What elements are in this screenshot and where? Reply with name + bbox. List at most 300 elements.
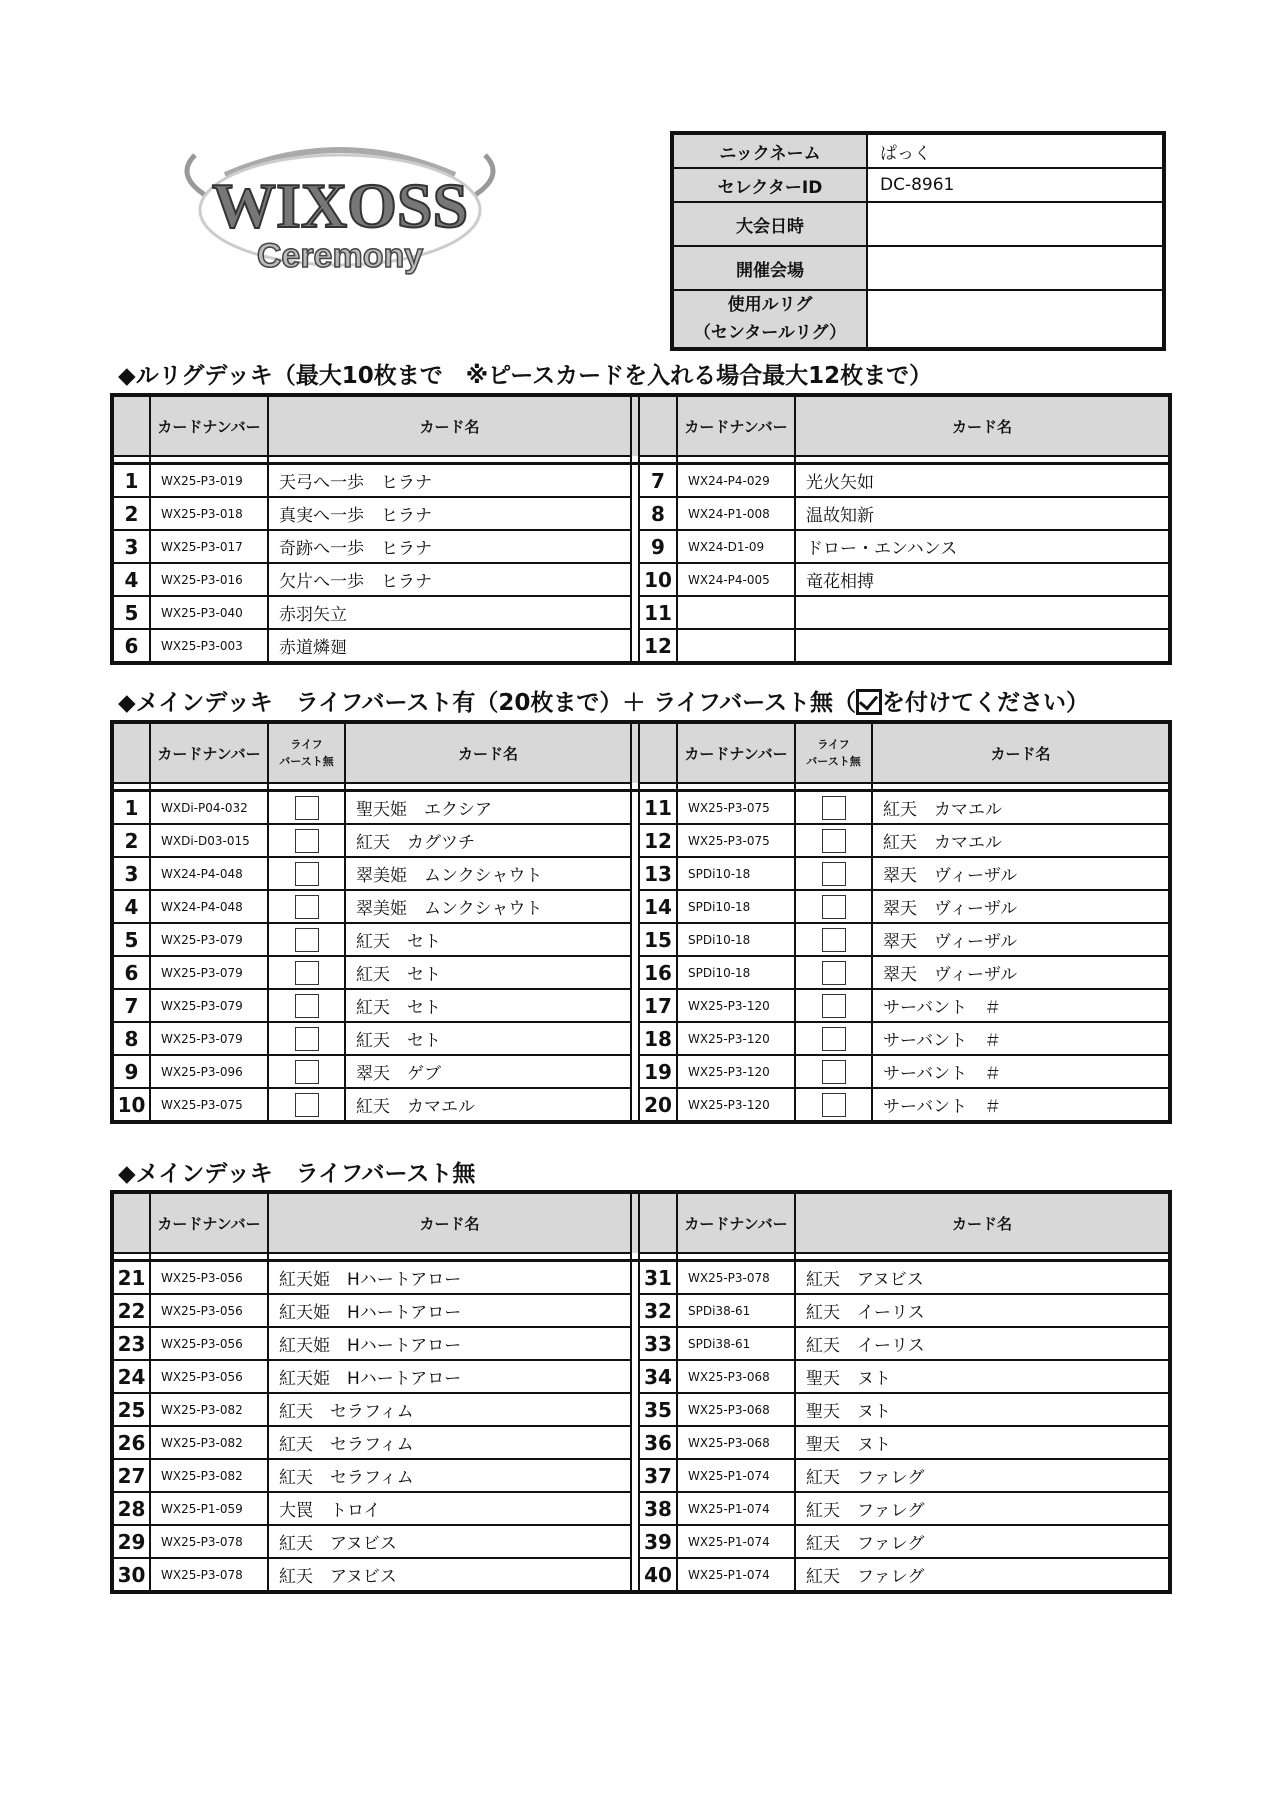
- card-number-cell[interactable]: WX25-P3-017: [150, 530, 268, 563]
- card-name-cell[interactable]: 翠天 ヴィーザル: [872, 857, 1170, 890]
- info-row: [672, 168, 1164, 202]
- selector-id-label: セレクターID: [672, 168, 867, 202]
- card-number-cell[interactable]: WX25-P3-120: [677, 1055, 795, 1088]
- card-name-cell[interactable]: [795, 596, 1170, 629]
- card-number-cell[interactable]: WX25-P3-068: [677, 1360, 795, 1393]
- card-name-cell[interactable]: 紅天姫 Hハートアロー: [268, 1294, 631, 1327]
- lifeburst-checkbox-cell[interactable]: [795, 890, 872, 923]
- row-number: 31: [639, 1261, 677, 1295]
- row-number: 2: [112, 824, 150, 857]
- lifeburst-checkbox-cell[interactable]: [268, 956, 345, 989]
- lifeburst-checkbox-cell[interactable]: [268, 1088, 345, 1122]
- header-lb-line2: バースト無: [806, 755, 861, 768]
- table-row: [112, 1327, 1170, 1360]
- column-separator: [631, 890, 639, 923]
- card-number-cell[interactable]: WX25-P3-079: [150, 1022, 268, 1055]
- card-number-cell[interactable]: WX25-P3-068: [677, 1426, 795, 1459]
- info-row: [672, 290, 1164, 349]
- header-name: カード名: [795, 395, 1170, 456]
- card-name-cell[interactable]: 赤道燐廻: [268, 629, 631, 663]
- card-name-cell[interactable]: 聖天 ヌト: [795, 1426, 1170, 1459]
- table-row: [112, 923, 1170, 956]
- card-name-cell[interactable]: 紅天 セラフィム: [268, 1426, 631, 1459]
- card-name-cell[interactable]: 聖天 ヌト: [795, 1393, 1170, 1426]
- header-code: カードナンバー: [150, 395, 268, 456]
- header-name: カード名: [872, 722, 1170, 783]
- card-number-cell[interactable]: WX24-P4-005: [677, 563, 795, 596]
- row-number: 27: [112, 1459, 150, 1492]
- table-row: [112, 1360, 1170, 1393]
- card-number-cell[interactable]: WXDi-P04-032: [150, 791, 268, 825]
- card-number-cell[interactable]: SPDi10-18: [677, 923, 795, 956]
- lifeburst-checkbox[interactable]: [822, 895, 846, 919]
- card-name-cell[interactable]: 紅天 カマエル: [872, 824, 1170, 857]
- lifeburst-checkbox-cell[interactable]: [795, 857, 872, 890]
- table-row: [112, 1426, 1170, 1459]
- column-separator: [631, 1327, 639, 1360]
- header-gap: [112, 783, 1170, 791]
- card-name-cell[interactable]: 紅天 ファレグ: [795, 1525, 1170, 1558]
- card-name-cell[interactable]: 奇跡へ一歩 ヒラナ: [268, 530, 631, 563]
- table-row: [112, 1261, 1170, 1295]
- row-number: 18: [639, 1022, 677, 1055]
- card-name-cell[interactable]: 翠天 ヴィーザル: [872, 956, 1170, 989]
- lifeburst-checkbox-cell[interactable]: [795, 824, 872, 857]
- table-row: [112, 497, 1170, 530]
- lifeburst-checkbox-cell[interactable]: [795, 1055, 872, 1088]
- card-name-cell[interactable]: 天弓へ一歩 ヒラナ: [268, 464, 631, 498]
- card-name-cell[interactable]: 真実へ一歩 ヒラナ: [268, 497, 631, 530]
- row-number: 8: [112, 1022, 150, 1055]
- table-row: [112, 1492, 1170, 1525]
- table-row: [112, 1088, 1170, 1122]
- lifeburst-checkbox[interactable]: [295, 1093, 319, 1117]
- card-name-cell[interactable]: サーバント ＃: [872, 1055, 1170, 1088]
- header-separator: [631, 722, 639, 783]
- card-name-cell[interactable]: 紅天 セト: [345, 1022, 631, 1055]
- row-number: 3: [112, 857, 150, 890]
- row-number: 17: [639, 989, 677, 1022]
- lifeburst-checkbox[interactable]: [822, 1060, 846, 1084]
- svg-text:Ceremony: Ceremony: [256, 237, 424, 275]
- column-separator: [631, 1525, 639, 1558]
- header-num: [112, 722, 150, 783]
- main-deck-nolb-table: [110, 1190, 1172, 1594]
- row-number: 39: [639, 1525, 677, 1558]
- card-number-cell[interactable]: [677, 596, 795, 629]
- lifeburst-checkbox[interactable]: [295, 994, 319, 1018]
- card-name-cell[interactable]: 翠天 ゲブ: [345, 1055, 631, 1088]
- table-row: [112, 596, 1170, 629]
- lrig-label: [672, 290, 867, 349]
- card-number-cell[interactable]: WX25-P3-079: [150, 956, 268, 989]
- row-number: 25: [112, 1393, 150, 1426]
- lrig-deck-title: ◆ルリグデッキ（最大10枚まで ※ピースカードを入れる場合最大12枚まで）: [118, 363, 933, 389]
- card-number-cell[interactable]: WX25-P3-003: [150, 629, 268, 663]
- row-number: 11: [639, 596, 677, 629]
- info-row: [672, 246, 1164, 290]
- card-number-cell[interactable]: WX25-P3-075: [677, 791, 795, 825]
- row-number: 33: [639, 1327, 677, 1360]
- card-name-cell[interactable]: 紅天姫 Hハートアロー: [268, 1360, 631, 1393]
- header-separator: [631, 395, 639, 456]
- lifeburst-checkbox-cell[interactable]: [268, 890, 345, 923]
- card-name-cell[interactable]: 紅天 カマエル: [345, 1088, 631, 1122]
- header-lb-line1: ライフ: [290, 738, 323, 751]
- lifeburst-checkbox[interactable]: [822, 994, 846, 1018]
- column-separator: [631, 1426, 639, 1459]
- header-code: カードナンバー: [150, 1192, 268, 1253]
- row-number: 14: [639, 890, 677, 923]
- card-number-cell[interactable]: WX25-P3-056: [150, 1261, 268, 1295]
- row-number: 23: [112, 1327, 150, 1360]
- card-number-cell[interactable]: WX25-P3-078: [677, 1261, 795, 1295]
- row-number: 38: [639, 1492, 677, 1525]
- card-number-cell[interactable]: WX25-P3-120: [677, 1088, 795, 1122]
- card-name-cell[interactable]: 紅天 イーリス: [795, 1327, 1170, 1360]
- card-number-cell[interactable]: WX25-P3-120: [677, 1022, 795, 1055]
- row-number: 29: [112, 1525, 150, 1558]
- row-number: 26: [112, 1426, 150, 1459]
- lifeburst-checkbox-cell[interactable]: [268, 923, 345, 956]
- column-separator: [631, 1022, 639, 1055]
- lrig-deck-table: [110, 393, 1172, 665]
- row-number: 4: [112, 890, 150, 923]
- card-number-cell[interactable]: WX25-P3-078: [150, 1525, 268, 1558]
- card-name-cell[interactable]: サーバント ＃: [872, 1022, 1170, 1055]
- card-name-cell[interactable]: ドロー・エンハンス: [795, 530, 1170, 563]
- table-row: [112, 890, 1170, 923]
- lrig-value[interactable]: [867, 290, 1164, 349]
- column-separator: [631, 1492, 639, 1525]
- header-lb-line1: ライフ: [817, 738, 850, 751]
- card-name-cell[interactable]: 紅天 セラフィム: [268, 1393, 631, 1426]
- card-name-cell[interactable]: 紅天 アヌビス: [795, 1261, 1170, 1295]
- card-number-cell[interactable]: WX25-P3-068: [677, 1393, 795, 1426]
- card-number-cell[interactable]: WX25-P3-079: [150, 989, 268, 1022]
- event-date-label: 大会日時: [672, 202, 867, 246]
- row-number: 12: [639, 629, 677, 663]
- card-name-cell[interactable]: 光火矢如: [795, 464, 1170, 498]
- row-number: 3: [112, 530, 150, 563]
- row-number: 10: [639, 563, 677, 596]
- header-lifeburst: [268, 722, 345, 783]
- row-number: 1: [112, 464, 150, 498]
- column-separator: [631, 629, 639, 663]
- lrig-label-line1: 使用ルリグ: [727, 295, 813, 315]
- row-number: 21: [112, 1261, 150, 1295]
- row-number: 15: [639, 923, 677, 956]
- row-number: 22: [112, 1294, 150, 1327]
- column-separator: [631, 923, 639, 956]
- header-code: カードナンバー: [677, 395, 795, 456]
- header-name: カード名: [268, 395, 631, 456]
- card-number-cell[interactable]: SPDi38-61: [677, 1294, 795, 1327]
- lifeburst-checkbox[interactable]: [295, 862, 319, 886]
- svg-text:WIXOSS: WIXOSS: [211, 170, 469, 241]
- row-number: 34: [639, 1360, 677, 1393]
- table-row: [112, 1294, 1170, 1327]
- card-name-cell[interactable]: 赤羽矢立: [268, 596, 631, 629]
- row-number: 19: [639, 1055, 677, 1088]
- card-name-cell[interactable]: サーバント ＃: [872, 1088, 1170, 1122]
- table-row: [112, 824, 1170, 857]
- card-number-cell[interactable]: WX25-P1-074: [677, 1558, 795, 1592]
- card-name-cell[interactable]: 翠天 ヴィーザル: [872, 890, 1170, 923]
- table-row: [112, 956, 1170, 989]
- row-number: 7: [112, 989, 150, 1022]
- card-name-cell[interactable]: [795, 629, 1170, 663]
- card-name-cell[interactable]: 竜花相搏: [795, 563, 1170, 596]
- lifeburst-checkbox-cell[interactable]: [795, 923, 872, 956]
- row-number: 9: [112, 1055, 150, 1088]
- lifeburst-checkbox-cell[interactable]: [268, 857, 345, 890]
- header-lifeburst: [795, 722, 872, 783]
- card-number-cell[interactable]: SPDi10-18: [677, 956, 795, 989]
- card-name-cell[interactable]: 欠片へ一歩 ヒラナ: [268, 563, 631, 596]
- card-number-cell[interactable]: WX25-P3-075: [150, 1088, 268, 1122]
- table-row: [112, 1393, 1170, 1426]
- lifeburst-checkbox[interactable]: [295, 961, 319, 985]
- card-name-cell[interactable]: 翠美姫 ムンクシャウト: [345, 890, 631, 923]
- lifeburst-checkbox[interactable]: [822, 796, 846, 820]
- lifeburst-checkbox-cell[interactable]: [268, 791, 345, 825]
- card-name-cell[interactable]: 紅天姫 Hハートアロー: [268, 1261, 631, 1295]
- card-number-cell[interactable]: WX25-P3-079: [150, 923, 268, 956]
- wixoss-ceremony-logo: [165, 135, 515, 285]
- card-number-cell[interactable]: WX24-P1-008: [677, 497, 795, 530]
- info-row: [672, 133, 1164, 168]
- lifeburst-checkbox[interactable]: [295, 1027, 319, 1051]
- lifeburst-checkbox-cell[interactable]: [795, 989, 872, 1022]
- card-name-cell[interactable]: 紅天 カマエル: [872, 791, 1170, 825]
- card-number-cell[interactable]: WX25-P1-074: [677, 1525, 795, 1558]
- card-name-cell[interactable]: 紅天 イーリス: [795, 1294, 1170, 1327]
- column-separator: [631, 596, 639, 629]
- card-name-cell[interactable]: 聖天 ヌト: [795, 1360, 1170, 1393]
- card-name-cell[interactable]: 翠天 ヴィーザル: [872, 923, 1170, 956]
- main-deck-lb-title: [118, 684, 1089, 717]
- row-number: 12: [639, 824, 677, 857]
- header-code: カードナンバー: [150, 722, 268, 783]
- card-name-cell[interactable]: 翠美姫 ムンクシャウト: [345, 857, 631, 890]
- lifeburst-checkbox[interactable]: [822, 862, 846, 886]
- header-separator: [631, 1192, 639, 1253]
- row-number: 16: [639, 956, 677, 989]
- card-number-cell[interactable]: WX25-P3-056: [150, 1360, 268, 1393]
- header-num: [639, 395, 677, 456]
- venue-value[interactable]: [867, 246, 1164, 290]
- lifeburst-checkbox[interactable]: [295, 1060, 319, 1084]
- table-row: [112, 530, 1170, 563]
- card-name-cell[interactable]: 紅天 セト: [345, 989, 631, 1022]
- row-number: 36: [639, 1426, 677, 1459]
- selector-id-value[interactable]: DC-8961: [867, 168, 1164, 202]
- column-separator: [631, 1558, 639, 1592]
- row-number: 32: [639, 1294, 677, 1327]
- card-number-cell[interactable]: WX25-P1-074: [677, 1459, 795, 1492]
- main-deck-lb-title-a: ◆メインデッキ ライフバースト有（20枚まで）＋ ライフバースト無（: [118, 690, 857, 716]
- card-number-cell[interactable]: WX25-P3-120: [677, 989, 795, 1022]
- table-header-row: [112, 395, 1170, 456]
- card-number-cell[interactable]: WX25-P3-056: [150, 1327, 268, 1360]
- column-separator: [631, 857, 639, 890]
- lifeburst-checkbox-cell[interactable]: [268, 1022, 345, 1055]
- row-number: 13: [639, 857, 677, 890]
- main-deck-lb-table: [110, 720, 1172, 1124]
- row-number: 10: [112, 1088, 150, 1122]
- card-number-cell[interactable]: WX25-P3-096: [150, 1055, 268, 1088]
- header-code: カードナンバー: [677, 722, 795, 783]
- column-separator: [631, 1459, 639, 1492]
- card-number-cell[interactable]: WX24-P4-029: [677, 464, 795, 498]
- row-number: 5: [112, 923, 150, 956]
- lifeburst-checkbox[interactable]: [822, 829, 846, 853]
- column-separator: [631, 464, 639, 498]
- row-number: 8: [639, 497, 677, 530]
- table-row: [112, 989, 1170, 1022]
- header-code: カードナンバー: [677, 1192, 795, 1253]
- table-row: [112, 1055, 1170, 1088]
- header-gap: [112, 1253, 1170, 1261]
- lifeburst-checkbox[interactable]: [822, 928, 846, 952]
- row-number: 40: [639, 1558, 677, 1592]
- lifeburst-checkbox-cell[interactable]: [268, 1055, 345, 1088]
- card-name-cell[interactable]: 紅天 アヌビス: [268, 1558, 631, 1592]
- card-name-cell[interactable]: 紅天 セト: [345, 923, 631, 956]
- column-separator: [631, 563, 639, 596]
- column-separator: [631, 989, 639, 1022]
- row-number: 6: [112, 629, 150, 663]
- nickname-label: ニックネーム: [672, 133, 867, 168]
- header-num: [639, 1192, 677, 1253]
- lifeburst-checkbox-cell[interactable]: [268, 989, 345, 1022]
- lifeburst-checkbox[interactable]: [822, 1093, 846, 1117]
- card-name-cell[interactable]: 紅天姫 Hハートアロー: [268, 1327, 631, 1360]
- card-number-cell[interactable]: WX25-P1-059: [150, 1492, 268, 1525]
- card-number-cell[interactable]: WX25-P3-082: [150, 1393, 268, 1426]
- row-number: 11: [639, 791, 677, 825]
- card-name-cell[interactable]: 聖天姫 エクシア: [345, 791, 631, 825]
- column-separator: [631, 1294, 639, 1327]
- row-number: 30: [112, 1558, 150, 1592]
- lifeburst-checkbox[interactable]: [295, 895, 319, 919]
- card-number-cell[interactable]: WX25-P1-074: [677, 1492, 795, 1525]
- lifeburst-checkbox-cell[interactable]: [795, 1088, 872, 1122]
- card-number-cell[interactable]: WX25-P3-016: [150, 563, 268, 596]
- table-row: [112, 791, 1170, 825]
- venue-label: 開催会場: [672, 246, 867, 290]
- card-number-cell[interactable]: SPDi10-18: [677, 857, 795, 890]
- card-number-cell[interactable]: WX25-P3-056: [150, 1294, 268, 1327]
- table-row: [112, 857, 1170, 890]
- table-row: [112, 1558, 1170, 1592]
- table-row: [112, 464, 1170, 498]
- row-number: 6: [112, 956, 150, 989]
- card-name-cell[interactable]: 温故知新: [795, 497, 1170, 530]
- card-number-cell[interactable]: WX24-D1-09: [677, 530, 795, 563]
- card-number-cell[interactable]: WX25-P3-082: [150, 1459, 268, 1492]
- lifeburst-checkbox-cell[interactable]: [795, 956, 872, 989]
- card-name-cell[interactable]: 紅天 セト: [345, 956, 631, 989]
- lifeburst-checkbox-cell[interactable]: [268, 824, 345, 857]
- row-number: 2: [112, 497, 150, 530]
- column-separator: [631, 791, 639, 825]
- table-header-row: [112, 1192, 1170, 1253]
- card-number-cell[interactable]: WX24-P4-048: [150, 890, 268, 923]
- row-number: 35: [639, 1393, 677, 1426]
- card-name-cell[interactable]: 大罠 トロイ: [268, 1492, 631, 1525]
- header-num: [639, 722, 677, 783]
- row-number: 28: [112, 1492, 150, 1525]
- card-number-cell[interactable]: WX25-P3-078: [150, 1558, 268, 1592]
- card-number-cell[interactable]: WX25-P3-082: [150, 1426, 268, 1459]
- header-name: カード名: [795, 1192, 1170, 1253]
- table-row: [112, 1022, 1170, 1055]
- card-name-cell[interactable]: サーバント ＃: [872, 989, 1170, 1022]
- card-number-cell[interactable]: WX25-P3-075: [677, 824, 795, 857]
- column-separator: [631, 824, 639, 857]
- card-number-cell[interactable]: WX25-P3-018: [150, 497, 268, 530]
- column-separator: [631, 1055, 639, 1088]
- column-separator: [631, 497, 639, 530]
- row-number: 7: [639, 464, 677, 498]
- lifeburst-checkbox[interactable]: [295, 928, 319, 952]
- header-name: カード名: [268, 1192, 631, 1253]
- column-separator: [631, 1261, 639, 1295]
- table-row: [112, 1525, 1170, 1558]
- row-number: 24: [112, 1360, 150, 1393]
- main-deck-nolb-title: ◆メインデッキ ライフバースト無: [118, 1161, 476, 1187]
- header-gap: [112, 456, 1170, 464]
- card-name-cell[interactable]: 紅天 ファレグ: [795, 1492, 1170, 1525]
- lifeburst-checkbox[interactable]: [295, 829, 319, 853]
- card-number-cell[interactable]: WXDi-D03-015: [150, 824, 268, 857]
- table-header-row: [112, 722, 1170, 783]
- lifeburst-checkbox-cell[interactable]: [795, 791, 872, 825]
- table-row: [112, 629, 1170, 663]
- lifeburst-checkbox[interactable]: [295, 796, 319, 820]
- row-number: 5: [112, 596, 150, 629]
- column-separator: [631, 1360, 639, 1393]
- lrig-label-line2: （センタールリグ）: [693, 323, 847, 343]
- logo-graphic: [165, 135, 515, 285]
- lifeburst-checkbox[interactable]: [822, 1027, 846, 1051]
- table-row: [112, 1459, 1170, 1492]
- event-date-value[interactable]: [867, 202, 1164, 246]
- card-name-cell[interactable]: 紅天 アヌビス: [268, 1525, 631, 1558]
- info-row: [672, 202, 1164, 246]
- column-separator: [631, 956, 639, 989]
- card-number-cell[interactable]: WX24-P4-048: [150, 857, 268, 890]
- card-number-cell[interactable]: SPDi38-61: [677, 1327, 795, 1360]
- card-name-cell[interactable]: 紅天 セラフィム: [268, 1459, 631, 1492]
- card-number-cell[interactable]: WX25-P3-040: [150, 596, 268, 629]
- card-number-cell[interactable]: SPDi10-18: [677, 890, 795, 923]
- card-name-cell[interactable]: 紅天 ファレグ: [795, 1558, 1170, 1592]
- lifeburst-checkbox[interactable]: [822, 961, 846, 985]
- checkbox-checked-icon: [856, 689, 882, 715]
- table-row: [112, 563, 1170, 596]
- column-separator: [631, 1088, 639, 1122]
- card-name-cell[interactable]: 紅天 ファレグ: [795, 1459, 1170, 1492]
- card-number-cell[interactable]: [677, 629, 795, 663]
- card-name-cell[interactable]: 紅天 カグツチ: [345, 824, 631, 857]
- header-num: [112, 395, 150, 456]
- card-number-cell[interactable]: WX25-P3-019: [150, 464, 268, 498]
- nickname-value[interactable]: ぱっく: [867, 133, 1164, 168]
- lifeburst-checkbox-cell[interactable]: [795, 1022, 872, 1055]
